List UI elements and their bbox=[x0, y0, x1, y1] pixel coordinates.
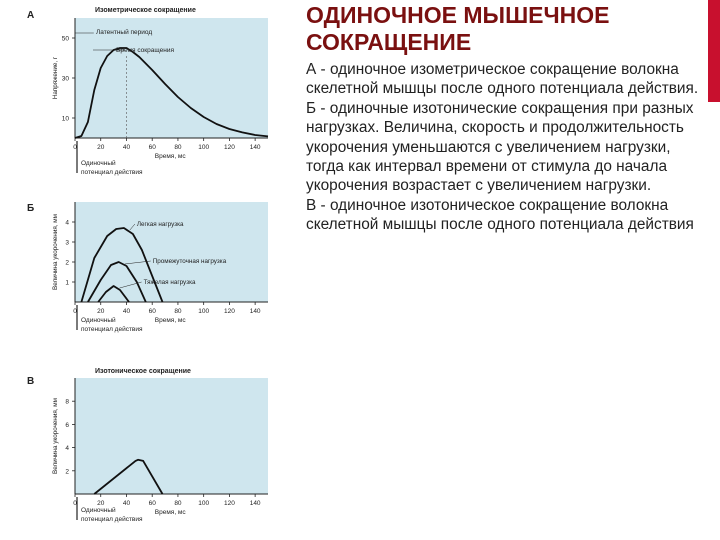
series-name-label: Промежуточная нагрузка bbox=[152, 258, 227, 265]
x-tick-label: 40 bbox=[122, 144, 131, 151]
x-tick-label: 80 bbox=[174, 144, 182, 151]
x-axis-label: Время, мс bbox=[154, 153, 186, 160]
x-tick-label: 40 bbox=[122, 500, 131, 507]
y-tick-label: 1 bbox=[65, 279, 69, 287]
x-tick-label: 140 bbox=[249, 308, 261, 315]
panel-label: Б bbox=[27, 203, 35, 214]
x-tick-label: 100 bbox=[198, 308, 210, 315]
stimulus-label-line1: ОдиночныйОдиночный потенциал действия bbox=[81, 317, 116, 324]
x-tick-label: 100 bbox=[198, 500, 210, 507]
y-tick-label: 3 bbox=[65, 239, 69, 247]
x-tick-label: 60 bbox=[148, 308, 156, 315]
y-axis-label: Величина укорочения, мм bbox=[52, 398, 59, 474]
slide-title: ОДИНОЧНОЕ МЫШЕЧНОЕ СОКРАЩЕНИЕ bbox=[306, 2, 610, 55]
body-paragraph-c: В - одиночное изотоническое сокращение волокна скелетной мышцы после одного потенциала действия bbox=[306, 196, 694, 234]
x-tick-label: 60 bbox=[148, 144, 156, 151]
y-tick-label: 4 bbox=[65, 219, 69, 227]
chart-title: Изотоническое сокращение bbox=[95, 368, 191, 375]
plot-area bbox=[75, 18, 268, 138]
y-tick-label: 2 bbox=[65, 468, 69, 476]
panel-label: В bbox=[27, 376, 35, 387]
y-tick-label: 50 bbox=[61, 35, 69, 43]
x-tick-label: 40 bbox=[122, 308, 131, 315]
x-tick-label: 0 bbox=[73, 500, 77, 507]
x-tick-label: 140 bbox=[249, 500, 261, 507]
plot-area bbox=[75, 378, 268, 494]
slide-body bbox=[306, 60, 701, 235]
plot-area bbox=[75, 202, 268, 302]
x-tick-label: 20 bbox=[97, 144, 105, 151]
y-tick-label: 10 bbox=[61, 115, 69, 123]
x-tick-label: 100 bbox=[198, 144, 210, 151]
x-tick-label: 60 bbox=[148, 500, 156, 507]
x-tick-label: 120 bbox=[223, 500, 235, 507]
x-tick-label: 20 bbox=[97, 500, 105, 507]
stimulus-label-line1: ОдиночныйОдиночный потенциал действия bbox=[81, 160, 116, 167]
stimulus-label-line2: потенциал действия bbox=[81, 516, 143, 523]
x-tick-label: 0 bbox=[73, 308, 77, 315]
panel-label: А bbox=[27, 10, 35, 21]
series-name-label: Тяжелая нагрузка bbox=[143, 279, 196, 286]
annotation-label: Латентный период bbox=[96, 29, 153, 36]
y-tick-label: 4 bbox=[65, 445, 69, 453]
chart-title: Изометрическое сокращение bbox=[95, 7, 196, 14]
body-paragraph-a: А - одиночное изометрическое сокращение волокна скелетной мышцы после одного потенциала действия. bbox=[306, 61, 699, 98]
x-tick-label: 120 bbox=[223, 308, 235, 315]
y-tick-label: 30 bbox=[61, 75, 69, 83]
muscle-contraction-figure bbox=[0, 0, 290, 540]
x-tick-label: 80 bbox=[174, 500, 182, 507]
x-tick-label: 140 bbox=[249, 144, 261, 151]
series-name-label: Легкая нагрузка bbox=[136, 221, 184, 228]
annotation-label: Время сокращения bbox=[116, 47, 175, 54]
body-paragraph-b: Б - одиночные изотонические сокращения при разных нагрузках. Величина, скорость и продолжительность укорочения уменьшаются с увеличением нагрузки, тогда как интервал времени от стимула до начала укорочения возрастает с увеличением нагрузки. bbox=[306, 99, 694, 195]
x-tick-label: 120 bbox=[223, 144, 235, 151]
accent-bar bbox=[708, 0, 720, 102]
y-axis-label: Напряжение, г bbox=[52, 56, 59, 100]
y-axis-label: Величина укорочения, мм bbox=[52, 214, 59, 290]
x-tick-label: 80 bbox=[174, 308, 182, 315]
y-tick-label: 2 bbox=[65, 259, 69, 267]
stimulus-label-line1: ОдиночныйОдиночный потенциал действия bbox=[81, 507, 116, 514]
x-tick-label: 20 bbox=[97, 308, 105, 315]
y-tick-label: 6 bbox=[65, 421, 69, 429]
stimulus-label-line2: потенциал действия bbox=[81, 326, 143, 333]
x-axis-label: Время, мс bbox=[154, 509, 186, 516]
y-tick-label: 8 bbox=[65, 398, 69, 406]
x-tick-label: 0 bbox=[73, 144, 77, 151]
stimulus-label-line2: потенциал действия bbox=[81, 169, 143, 176]
x-axis-label: Время, мс bbox=[154, 317, 186, 324]
